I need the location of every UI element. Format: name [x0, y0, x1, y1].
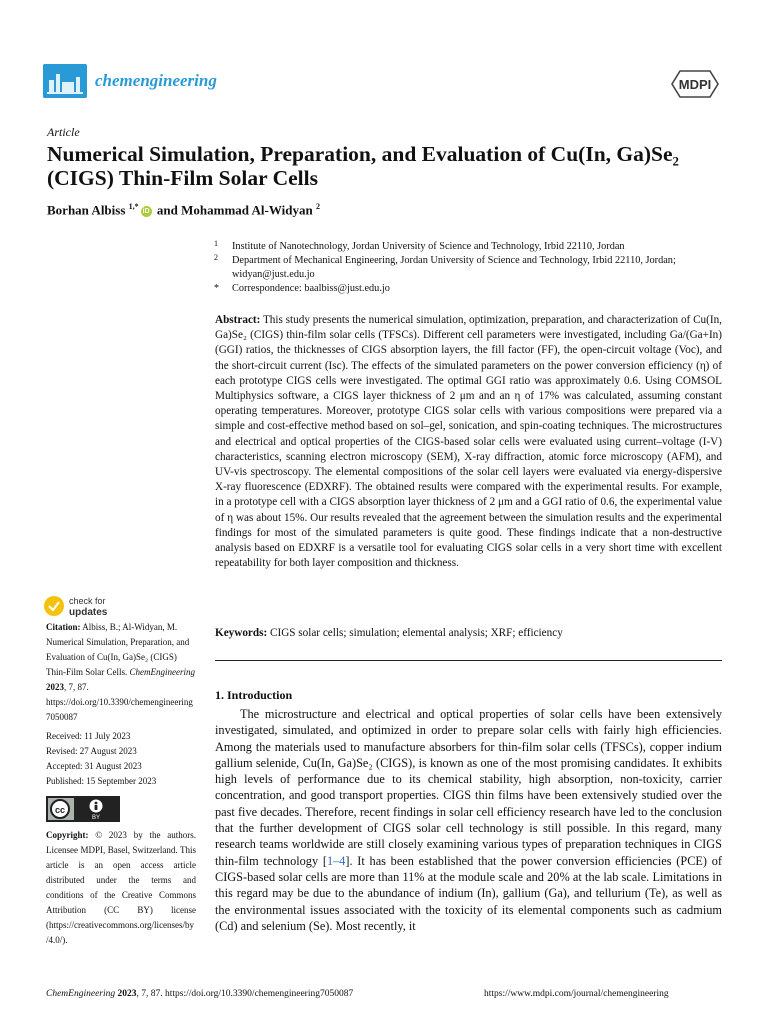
abstract — [215, 313, 722, 571]
citation-year: 2023 — [46, 682, 64, 692]
footer-citation — [46, 989, 353, 999]
author-2-affil: 2 — [315, 202, 320, 211]
introduction-paragraph — [215, 706, 722, 934]
citation-text: Albiss, B.; Al-Widyan, M. Numerical Simulation, Preparation, and Evaluation of Cu(In, Ga)Se₂ (CIGS) Thin-Film Solar Cells. — [46, 622, 190, 677]
author-2[interactable]: Mohammad Al-Widyan — [181, 202, 313, 218]
cfu-line-1: check for — [69, 596, 106, 606]
footer-year: 2023 — [117, 989, 137, 999]
author-1-affil: 1,* — [128, 202, 139, 211]
abstract-text: This study presents the numerical simulation, optimization, preparation, and characterization of Cu(In, Ga)Se₂ (CIGS) thin-film solar cells (TFSCs). Different cell parameters were investigated, including Ga/(Ga+In) (GGI) ratios, the thicknesses of CIGS absorption layers, the fill factor (FF), the open-circuit voltage (Voc), and the short-circuit current (Isc). The effects of the simulated parameters on the power conversion efficiency (η) of each prototype CIGS cells were investigated. The optimal GGI ratio was approximately 0.6. Using COMSOL Multiphysics software, a CIGS layer thickness of 2 μm and an η of 17% was calculated, assuming constant operating temperatures. Moreover, prototype CIGS solar cells with various compositions were prepared via a simple and cost-effective method based on sol–gel, sonication, and spin-coating techniques. The microstructures and electrical and optical properties of the CIGS-based solar cells were evaluated using current–voltage (I-V) characteristics, scanning electron microscopy (SEM), X-ray diffraction, atomic force microscopy (AFM), and UV-vis spectroscopy. The elemental compositions of the solar cell layers were evaluated via energy-dispersive X-ray fluorescence (EDXRF). The obtained results were compared with the experimental results. For example, in a prototype cell with a CIGS absorption layer thickness of 2 μm and a GGI ratio of 0.6, the experimental value of η was about 15%. Our results revealed that the agreement between the simulation results and the experimental findings for most of the simulated parameters is quite good. These findings indicate that a non-destructive analysis based on EDXRF is a versatile tool for evaluating CIGS solar cells in a very short time with excellent repeatability for both layer composition and thickness. — [215, 314, 722, 570]
article-title: Numerical Simulation, Preparation, and Evaluation of Cu(In, Ga)Se₂ (CIGS) Thin-Film Solar Cells — [47, 142, 679, 190]
journal-logo — [43, 64, 87, 98]
affiliation-2: 2 Department of Mechanical Engineering, Jordan University of Science and Technology, Irbid 22110, Jordan; widyan@just.edu.jo — [214, 253, 676, 280]
date-received: Received: 11 July 2023 — [46, 731, 131, 741]
factory-icon — [43, 64, 87, 98]
footer-rest: , 7, 87. https://doi.org/10.3390/chemengineering7050087 — [136, 989, 354, 999]
copyright-notice — [46, 828, 196, 948]
abstract-label: Abstract: — [215, 314, 261, 326]
divider — [215, 660, 722, 661]
section-heading: 1. Introduction — [215, 688, 293, 702]
body-text-1: The microstructure and electrical and optical properties of solar cells have been extensively investigated, simulated, and optimized in order to prepare solar cells with fairly high efficiencies. Among the materials used to manufacture absorbers for thin-film solar cells (TFSCs), copper indium gallium selenide, Cu(In, Ga)Se₂ (CIGS), is known as one of the most promising candidates. It exhibits high levels of performance due to its chemical stability, high absorption, non-toxicity, carrier concentration, and good transport properties. CIGS thin films have been extensively studied over the past five decades. Therefore, recent findings in solar cell efficiency research have led to the conclusion that the further development of CIGS solar cell technology is still possible. In this regard, many research teams worldwide are still closely examining various types of preparation techniques in CIGS thin-film technology [ — [215, 707, 722, 868]
keywords-text: CIGS solar cells; simulation; elemental analysis; XRF; efficiency — [270, 627, 563, 639]
orcid-icon[interactable]: iD — [142, 207, 150, 215]
correspondence: * Correspondence: baalbiss@just.edu.jo — [214, 283, 390, 294]
affiliations — [214, 240, 724, 296]
copyright-text: © 2023 by the authors. Licensee MDPI, Basel, Switzerland. This article is an open access article distributed under the terms and conditions of the Creative Commons Attribution (CC BY) license (https://creativecommons.org/licenses/by/4.0/). — [46, 830, 197, 945]
article-dates — [46, 729, 196, 789]
svg-text:BY: BY — [91, 815, 101, 821]
date-published: Published: 15 September 2023 — [46, 776, 157, 786]
cfu-line-2: updates — [69, 607, 108, 618]
copyright-label: Copyright: — [46, 830, 89, 840]
author-list — [47, 202, 320, 218]
citation-doi[interactable]: https://doi.org/10.3390/chemengineering7050087 — [46, 697, 193, 722]
author-and: and — [156, 202, 178, 218]
date-revised: Revised: 27 August 2023 — [46, 746, 137, 756]
svg-text:cc: cc — [54, 805, 66, 815]
citation-label: Citation: — [46, 622, 81, 632]
article-type: Article — [47, 125, 80, 139]
citation-journal: ChemEngineering — [129, 667, 196, 677]
citation-volume: , 7, 87. — [64, 682, 89, 692]
keywords-label: Keywords: — [215, 627, 268, 639]
affiliation-1: 1 Institute of Nanotechnology, Jordan University of Science and Technology, Irbid 22110, Jordan — [214, 239, 625, 252]
author-1[interactable]: Borhan Albiss — [47, 202, 126, 218]
mdpi-text: MDPI — [678, 77, 712, 92]
footer-journal-url[interactable]: https://www.mdpi.com/journal/chemengineering — [484, 989, 669, 999]
footer-journal: ChemEngineering — [46, 989, 116, 999]
date-accepted: Accepted: 31 August 2023 — [46, 761, 142, 771]
body-text-2: ]. It has been established that the power conversion efficiencies (PCE) of CIGS-based solar cells are more than 11% at the module scale and 20% at the lab scale. Limitations in this regard may be due to the abundance of indium (In), gallium (Ga), and tellurium (Te), as well as the environmental issues associated with the toxicity of its elemental components such as cadmium (Cd) and selenium (Se). Most recently, it — [215, 853, 722, 933]
keywords — [215, 627, 722, 639]
mdpi-logo — [668, 68, 722, 105]
journal-name: chemengineering — [95, 71, 217, 90]
reference-link[interactable]: 1–4 — [326, 853, 346, 868]
cc-by-license-badge[interactable] — [46, 796, 120, 827]
citation — [46, 620, 196, 725]
